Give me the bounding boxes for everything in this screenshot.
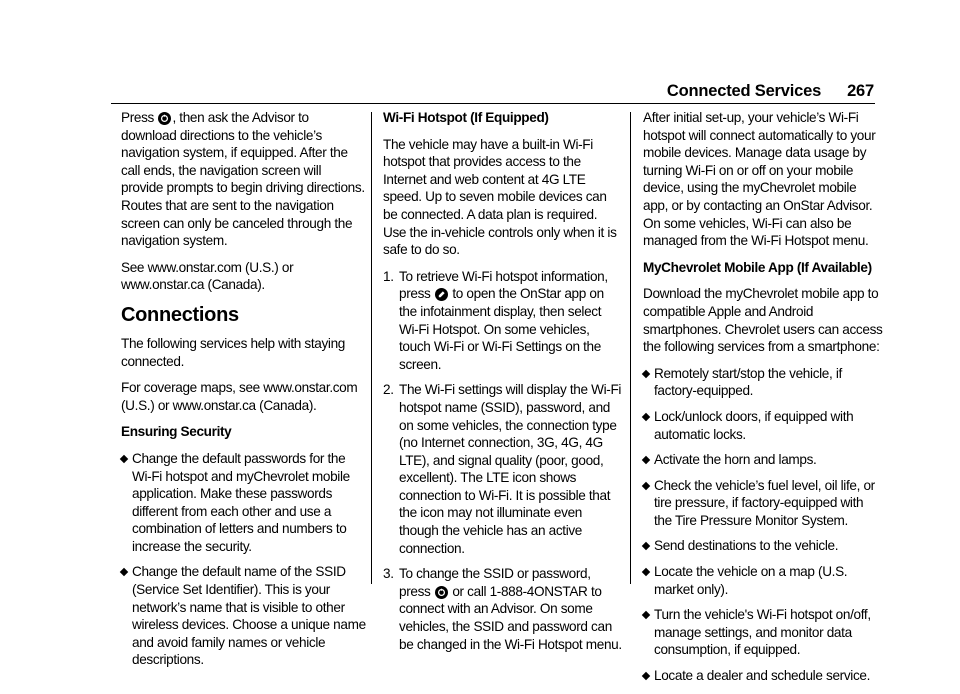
list-item: Change the default passwords for the Wi-Fi hotspot and myChevrolet mobile application. Make these passwords different from each other and use a combination of letters and numbers to increase the security. bbox=[121, 450, 366, 556]
onstar-icon bbox=[435, 586, 448, 599]
list-item: Locate the vehicle on a map (U.S. market only). bbox=[643, 563, 883, 598]
bullet-icon bbox=[642, 413, 650, 421]
wifi-intro: The vehicle may have a built-in Wi-Fi hotspot that provides access to the Internet and web content at 4G LTE speed. Up to seven mobile devices can be connected. A data plan is required. Use the in-vehicle controls only when it is safe to do so. bbox=[383, 136, 617, 258]
bullet-icon bbox=[642, 568, 650, 576]
list-item: Activate the horn and lamps. bbox=[643, 451, 883, 469]
bullet-icon bbox=[642, 481, 650, 489]
bullet-icon bbox=[120, 455, 128, 463]
onstar-app-icon bbox=[435, 288, 448, 301]
page-header bbox=[667, 82, 874, 101]
list-item: 1. To retrieve Wi-Fi hotspot information, press to open the OnStar app on the infotainment display, then select Wi-Fi Hotspot. On some vehicles, touch Wi-Fi or Wi-Fi Settings on the screen. bbox=[383, 268, 608, 372]
list-item: Locate a dealer and schedule service. bbox=[643, 667, 883, 685]
security-heading: Ensuring Security bbox=[121, 424, 232, 440]
app-heading: MyChevrolet Mobile App (If Available) bbox=[643, 259, 872, 275]
onstar-icon bbox=[158, 112, 171, 125]
bullet-icon bbox=[642, 672, 650, 680]
list-item: Send destinations to the vehicle. bbox=[643, 537, 883, 555]
bullet-icon bbox=[642, 611, 650, 619]
column-2 bbox=[383, 109, 623, 661]
wifi-steps bbox=[383, 268, 623, 653]
section-title: Connected Services bbox=[666, 82, 822, 100]
bullet-icon bbox=[120, 568, 128, 576]
list-item: 3. To change the SSID or password, press or call 1-888-4ONSTAR to connect with an Advisor. On some vehicles, the SSID and password can be changed in the Wi-Fi Hotspot menu. bbox=[383, 566, 622, 652]
list-item: Turn the vehicle's Wi-Fi hotspot on/off, manage settings, and monitor data consumption, if equipped. bbox=[643, 606, 883, 659]
intro-paragraph: Press , then ask the Advisor to download directions to the vehicle’s navigation system, if equipped. After the call ends, the navigation screen will provide prompts to begin driving directions. Routes that are sent to the navigation screen can only be canceled through the navigation system. bbox=[121, 110, 365, 249]
page-number: 267 bbox=[847, 82, 874, 100]
list-item: 2. The Wi-Fi settings will display the Wi-Fi hotspot name (SSID), password, and on some vehicles, the connection type (no Internet connection, 3G, 4G, 4G LTE), and signal quality (poor, good, excellent). The LTE icon shows connection to Wi-Fi. It is possible that the icon may not illuminate even though the vehicle has an active connection. bbox=[383, 382, 622, 556]
app-intro: Download the myChevrolet mobile app to compatible Apple and Android smartphones. Chevrolet users can access the following services from a smartphone: bbox=[643, 286, 883, 355]
header-rule bbox=[111, 103, 875, 104]
bullet-icon bbox=[642, 369, 650, 377]
column-divider-left bbox=[371, 112, 372, 584]
see-links-paragraph: See www.onstar.com (U.S.) or www.onstar.ca (Canada). bbox=[121, 259, 294, 293]
column-3 bbox=[643, 109, 883, 694]
app-services-list bbox=[643, 365, 883, 685]
bullet-icon bbox=[642, 542, 650, 550]
connections-intro: The following services help with staying connected. bbox=[121, 335, 346, 369]
list-item: Check the vehicle’s fuel level, oil life, or tire pressure, if factory-equipped with the Tire Pressure Monitor System. bbox=[643, 477, 883, 530]
bullet-icon bbox=[642, 456, 650, 464]
list-item: Change the default name of the SSID (Service Set Identifier). This is your network’s name that is visible to other wireless devices. Choose a unique name and avoid family names or vehicle descriptions. bbox=[121, 563, 366, 669]
list-item: Lock/unlock doors, if equipped with automatic locks. bbox=[643, 408, 883, 443]
connections-heading: Connections bbox=[121, 303, 239, 326]
column-1 bbox=[121, 109, 366, 678]
column-divider-right bbox=[630, 112, 631, 584]
list-item: Remotely start/stop the vehicle, if factory-equipped. bbox=[643, 365, 883, 400]
wifi-heading: Wi-Fi Hotspot (If Equipped) bbox=[383, 110, 549, 125]
security-list bbox=[121, 450, 366, 669]
coverage-paragraph: For coverage maps, see www.onstar.com (U.S.) or www.onstar.ca (Canada). bbox=[121, 380, 358, 413]
setup-paragraph: After initial set-up, your vehicle’s Wi-Fi hotspot will connect automatically to your mobile devices. Manage data usage by turning Wi-Fi on or off on your mobile device, using the myChevrolet mobile app, or by contacting an OnStar Advisor. On some vehicles, Wi-Fi can also be managed from the Wi-Fi Hotspot menu. bbox=[643, 110, 876, 249]
